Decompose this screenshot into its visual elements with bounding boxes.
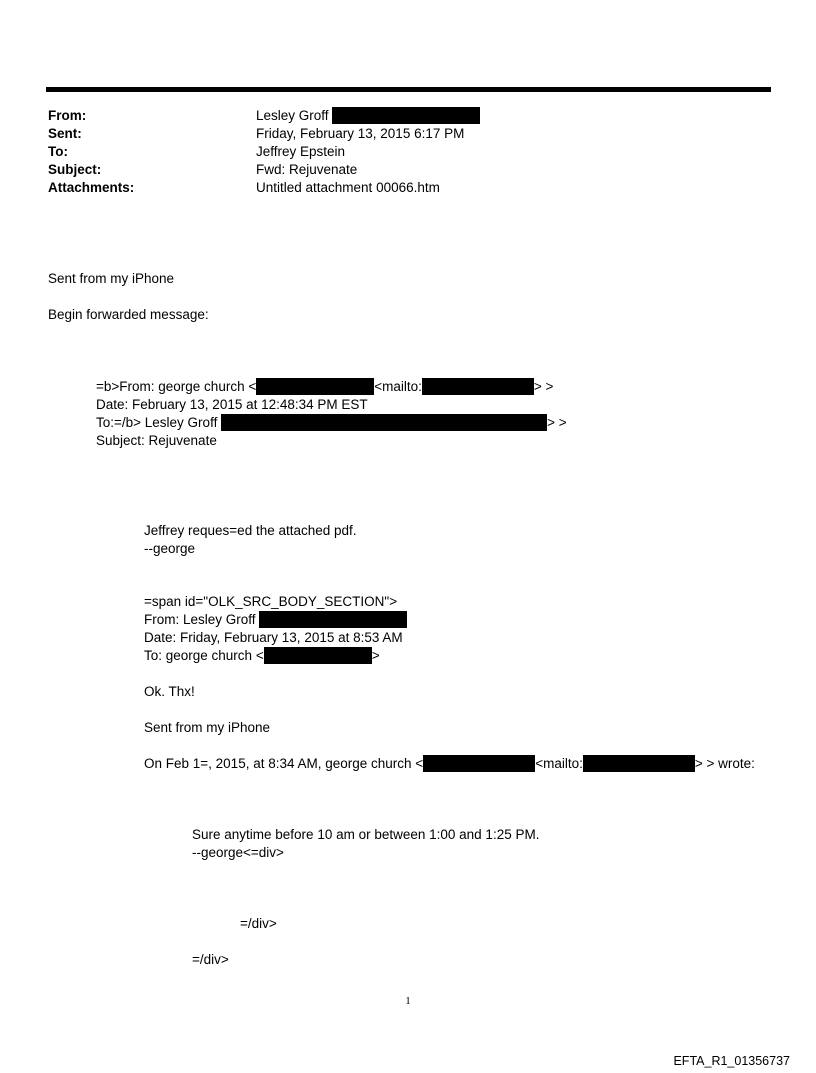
- fwd-from-line: [96, 378, 553, 396]
- on-wrote-line: [144, 755, 755, 773]
- redaction-bar: [256, 378, 374, 395]
- redaction-bar: [332, 107, 480, 124]
- to-label: To:: [48, 144, 68, 159]
- span-line: =span id="OLK_SRC_BODY_SECTION">: [144, 594, 398, 609]
- from-label: From:: [48, 108, 87, 123]
- quoted-to-line: [144, 647, 380, 665]
- redaction-bar: [264, 647, 372, 664]
- redaction-bar: [422, 378, 534, 395]
- div-close-2: =/div>: [192, 952, 229, 967]
- ok-thx-line: Ok. Thx!: [144, 684, 195, 699]
- on-wrote-end: > > wrote:: [694, 756, 755, 771]
- document-id: EFTA_R1_01356737: [673, 1054, 790, 1068]
- redaction-bar: [221, 414, 547, 431]
- sent-value: Friday, February 13, 2015 6:17 PM: [256, 126, 465, 141]
- redaction-bar: [259, 611, 407, 628]
- quoted-to-end: >: [371, 648, 380, 663]
- reply-line1: Sure anytime before 10 am or between 1:00 and 1:25 PM.: [192, 827, 540, 842]
- header-rule: [46, 87, 771, 92]
- reply-line2: --george<=div>: [192, 845, 284, 860]
- redaction-bar: [423, 755, 535, 772]
- fwd-to-line: [96, 414, 567, 432]
- div-close-1: =/div>: [240, 916, 277, 931]
- quoted-from-line: [144, 611, 407, 629]
- fwd-from-end: > >: [533, 379, 554, 394]
- subject-label: Subject:: [48, 162, 102, 177]
- sent-from-line-2: Sent from my iPhone: [144, 720, 271, 735]
- attachments-label: Attachments:: [48, 180, 135, 195]
- subject-value: Fwd: Rejuvenate: [256, 162, 358, 177]
- attachments-value: Untitled attachment 00066.htm: [256, 180, 440, 195]
- to-value: Jeffrey Epstein: [256, 144, 346, 159]
- page-number: 1: [405, 995, 411, 1007]
- fwd-from-mailto: <mailto:: [374, 379, 422, 394]
- on-wrote-mailto: <mailto:: [535, 756, 583, 771]
- quoted-from-text: From: Lesley Groff: [144, 612, 256, 627]
- quoted-date-line: Date: Friday, February 13, 2015 at 8:53 AM: [144, 630, 403, 645]
- fwd-date-line: Date: February 13, 2015 at 12:48:34 PM EST: [96, 397, 368, 412]
- fwd-to-end: > >: [547, 415, 567, 430]
- on-wrote-prefix: On Feb 1=, 2015, at 8:34 AM, george church <: [144, 756, 424, 771]
- sent-label: Sent:: [48, 126, 82, 141]
- fwd-from-prefix: =b>From: george church <: [96, 379, 257, 394]
- msg1-line2: --george: [144, 541, 196, 556]
- begin-forwarded-line: Begin forwarded message:: [48, 307, 209, 322]
- from-value: [256, 107, 480, 125]
- from-name: Lesley Groff: [256, 108, 329, 123]
- msg1-line1: Jeffrey reques=ed the attached pdf.: [144, 523, 357, 538]
- sent-from-line: Sent from my iPhone: [48, 271, 175, 286]
- redaction-bar: [583, 755, 695, 772]
- fwd-subject-line: Subject: Rejuvenate: [96, 433, 217, 448]
- quoted-to-prefix: To: george church <: [144, 648, 264, 663]
- fwd-to-prefix: To:=/b> Lesley Groff: [96, 415, 218, 430]
